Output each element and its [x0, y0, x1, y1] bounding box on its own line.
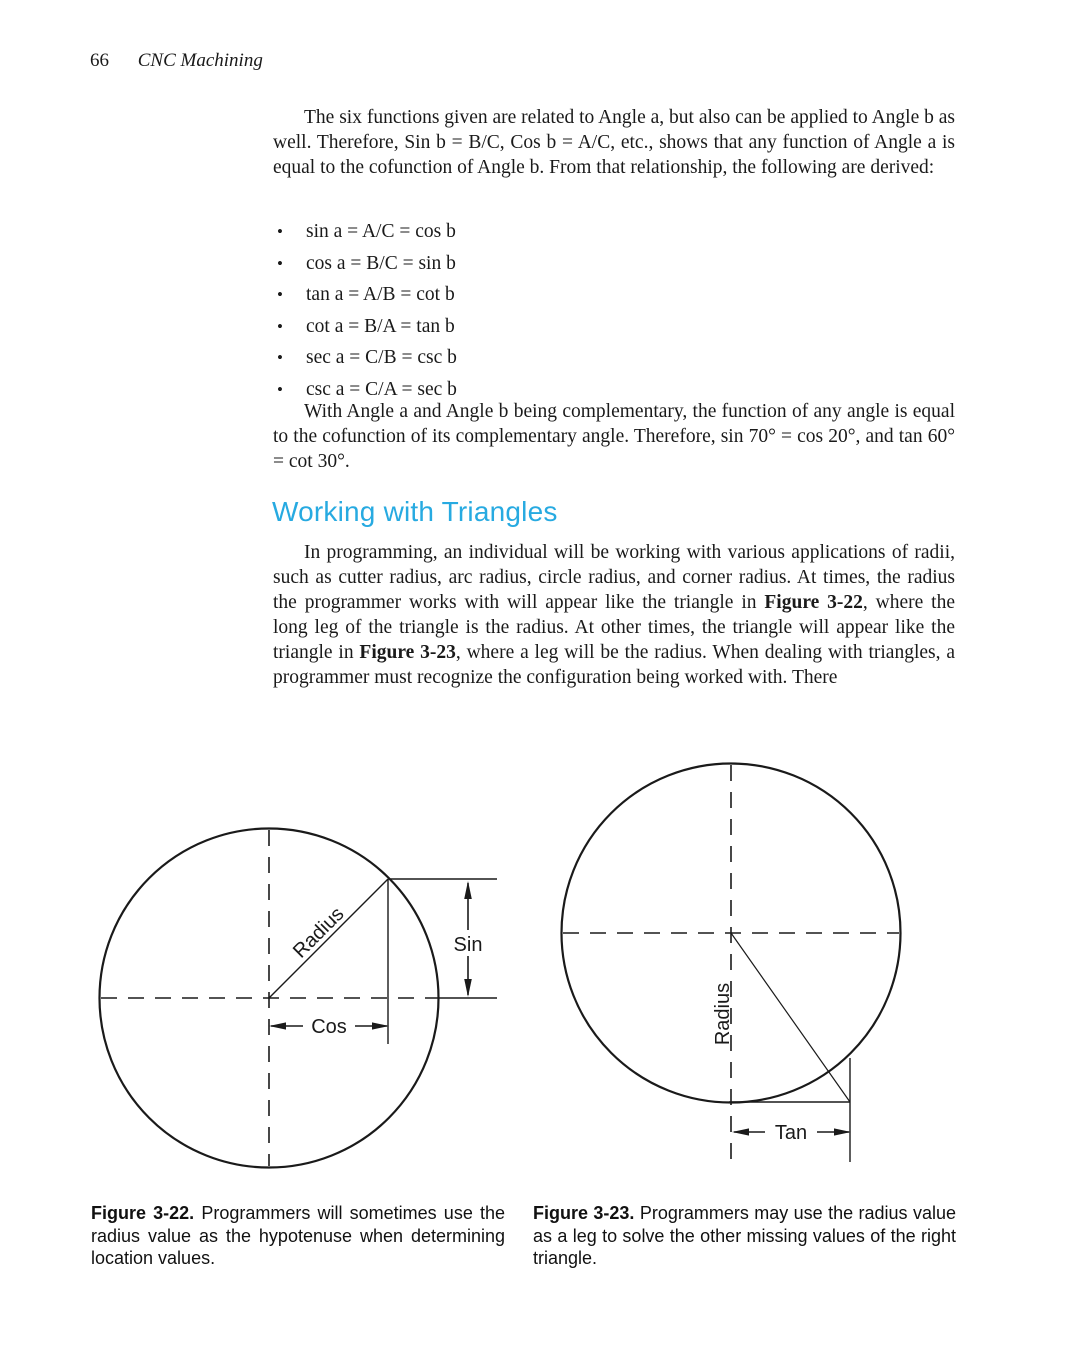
page-header	[90, 50, 263, 72]
paragraph-text: , where the long leg of the triangle is the radius. At other times, the triangle will appear like the triangle in	[273, 592, 955, 663]
arrowhead-right-icon	[372, 1022, 389, 1029]
bullet-marker: •	[277, 348, 283, 368]
list-item	[273, 216, 457, 248]
bullet-marker: •	[277, 379, 283, 399]
figure-3-23-diagram	[540, 745, 970, 1185]
paragraph-functions-intro: The six functions given are related to Angle a, but also can be applied to Angle b as well. Therefore, Sin b = B/C, Cos b = A/C, etc., shows that any function of Angle a is equal to the cofunction of Angle b. From that relationship, the following are derived:	[273, 107, 955, 178]
cos-label: Cos	[311, 1016, 347, 1038]
bullet-marker: •	[277, 285, 283, 305]
caption-text: Programmers may use the radius value as a leg to solve the other missing values of the right triangle.	[533, 1203, 956, 1269]
radius-label: Radius	[712, 982, 734, 1046]
figure-3-22-diagram	[85, 748, 510, 1184]
figure-3-23-reference: Figure 3-23	[359, 642, 456, 663]
sin-label: Sin	[453, 934, 483, 956]
radius-label: Radius	[288, 902, 349, 963]
arrowhead-left-icon	[732, 1128, 749, 1135]
figure-3-22-caption	[91, 1202, 505, 1270]
list-item-text: csc a = C/A = sec b	[306, 378, 457, 400]
arrowhead-left-icon	[269, 1022, 286, 1029]
figure-3-22-reference: Figure 3-22	[764, 592, 863, 613]
paragraph-text: In programming, an individual will be working with various applications of radii, such as cutter radius, arc radius, circle radius, and corner radius. At times, the radius the programmer works with will appear like the triangle in	[273, 542, 955, 613]
section-heading: Working with Triangles	[272, 496, 558, 527]
paragraph-complementary: With Angle a and Angle b being complementary, the function of any angle is equal to the cofunction of its complementary angle. Therefore, sin 70° = cos 20°, and tan 60° = cot 30°.	[273, 401, 955, 472]
paragraph-triangles	[273, 540, 955, 690]
list-item-text: cot a = B/A = tan b	[306, 315, 455, 337]
list-item-text: sec a = C/B = csc b	[306, 347, 457, 369]
tan-label: Tan	[774, 1122, 808, 1144]
list-item	[273, 342, 457, 374]
list-item	[273, 311, 457, 343]
page-number: 66	[90, 50, 109, 71]
list-item-text: sin a = A/C = cos b	[306, 221, 456, 242]
figure-3-23-caption	[533, 1202, 956, 1270]
hypotenuse-line	[731, 933, 850, 1102]
arrowhead-down-icon	[464, 979, 472, 997]
book-title: CNC Machining	[137, 50, 263, 71]
list-item-text: tan a = A/B = cot b	[306, 284, 455, 306]
caption-label: Figure 3-22.	[91, 1203, 195, 1223]
trig-identities-list	[273, 216, 457, 406]
arrowhead-right-icon	[834, 1128, 851, 1135]
bullet-marker: •	[277, 222, 283, 241]
caption-label: Figure 3-23.	[533, 1203, 635, 1223]
paragraph-text: , where a leg will be the radius. When dealing with triangles, a programmer must recognize the configuration being worked with. There	[273, 642, 955, 688]
bullet-marker: •	[277, 316, 283, 336]
list-item-text: cos a = B/C = sin b	[306, 252, 456, 274]
caption-text: Programmers will sometimes use the radius value as the hypotenuse when determining location values.	[91, 1203, 506, 1269]
list-item	[273, 279, 457, 311]
list-item	[273, 248, 457, 280]
arrowhead-up-icon	[464, 881, 472, 899]
bullet-marker: •	[277, 253, 283, 273]
